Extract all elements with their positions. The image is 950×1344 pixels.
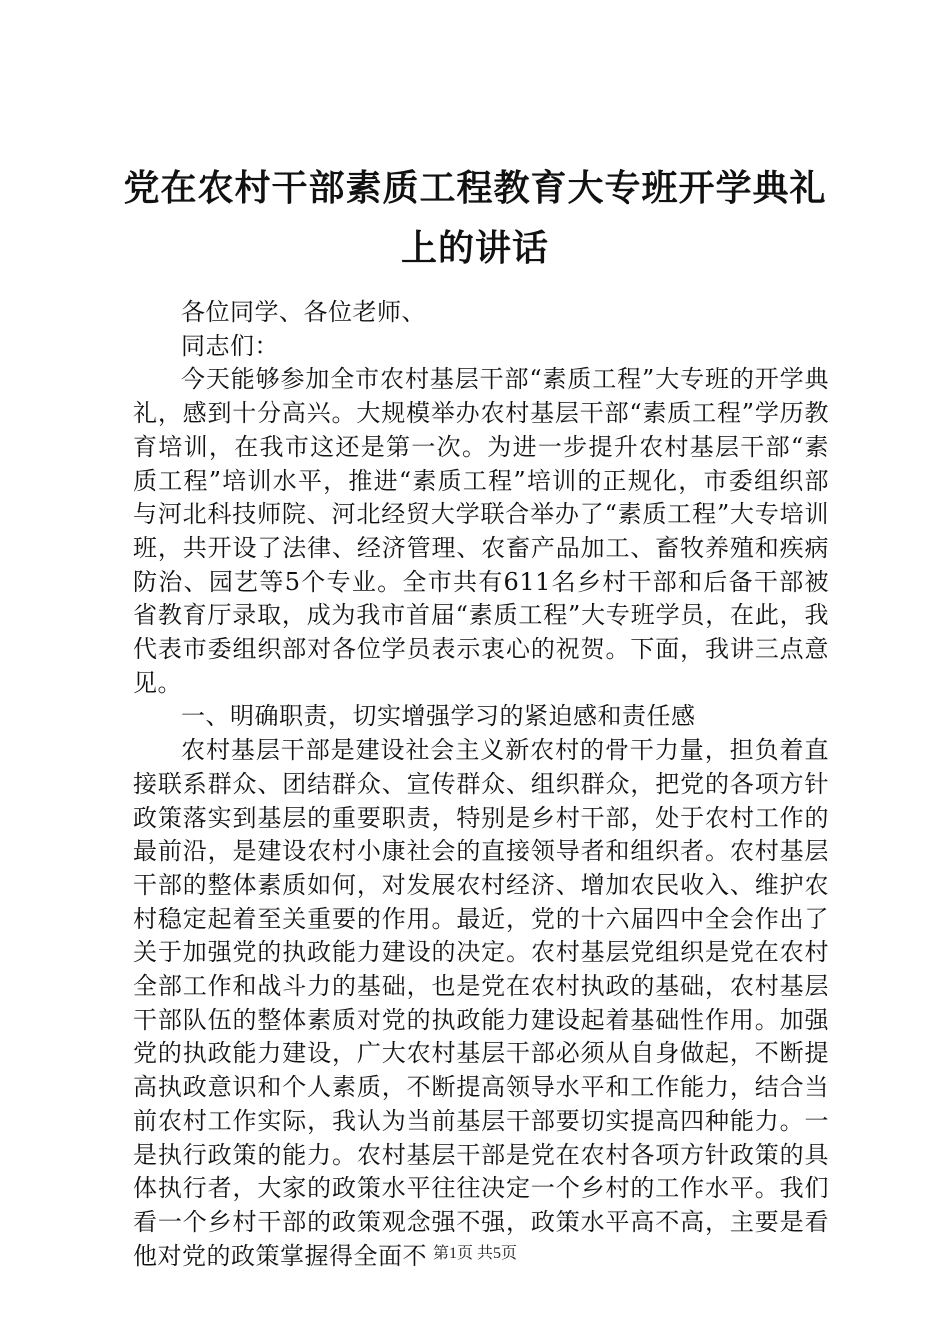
document-body <box>133 296 829 1273</box>
salutation-line-2: 同志们： <box>181 331 279 360</box>
document-title: 党在农村干部素质工程教育大专班开学典礼上的讲话 <box>123 167 827 269</box>
section-paragraph: 农村基层干部是建设社会主义新农村的骨干力量，担负着直接联系群众、团结群众、宣传群众、组织群众，把党的各项方针政策落实到基层的重要职责，特别是乡村干部，处于农村工作的最前沿，是建设农村小康社会的直接领导者和组织者。农村基层干部的整体素质如何，对发展农村经济、增加农民收入、维护农村稳定起着至关重要的作用。最近，党的十六届四中全会作出了关于加强党的执政能力建设的决定。农村基层党组织是党在农村全部工作和战斗力的基础，也是党在农村执政的基础，农村基层干部队伍的整体素质对党的执政能力建设起着基础性作用。加强党的执政能力建设，广大农村基层干部必须从自身做起，不断提高执政意识和个人素质，不断提高领导水平和工作能力，结合当前农村工作实际，我认为当前基层干部要切实提高四种能力。一是执行政策的能力。农村基层干部是党在农村各项方针政策的具体执行者，大家的政策水平往往决定一个乡村的工作水平。我们看一个乡村干部的政策观念强不强，政策水平高不高，主要是看他对党的政策掌握得全面不 <box>133 736 829 1270</box>
intro-paragraph: 今天能够参加全市农村基层干部“素质工程”大专班的开学典礼，感到十分高兴。大规模举办农村基层干部“素质工程”学历教育培训，在我市这还是第一次。为进一步提升农村基层干部“素质工程”培训水平，推进“素质工程”培训的正规化，市委组织部与河北科技师院、河北经贸大学联合举办了“素质工程”大专培训班，共开设了法律、经济管理、农畜产品加工、畜牧养殖和疾病防治、园艺等5个专业。全市共有611名乡村干部和后备干部被省教育厅录取，成为我市首届“素质工程”大专班学员，在此，我代表市委组织部对各位学员表示衷心的祝贺。下面，我讲三点意见。 <box>133 365 829 697</box>
section-heading: 一、明确职责，切实增强学习的紧迫感和责任感 <box>181 702 696 731</box>
salutation-line-1: 各位同学、各位老师、 <box>181 298 426 326</box>
page-footer: 第1页 共5页 <box>432 1245 517 1262</box>
